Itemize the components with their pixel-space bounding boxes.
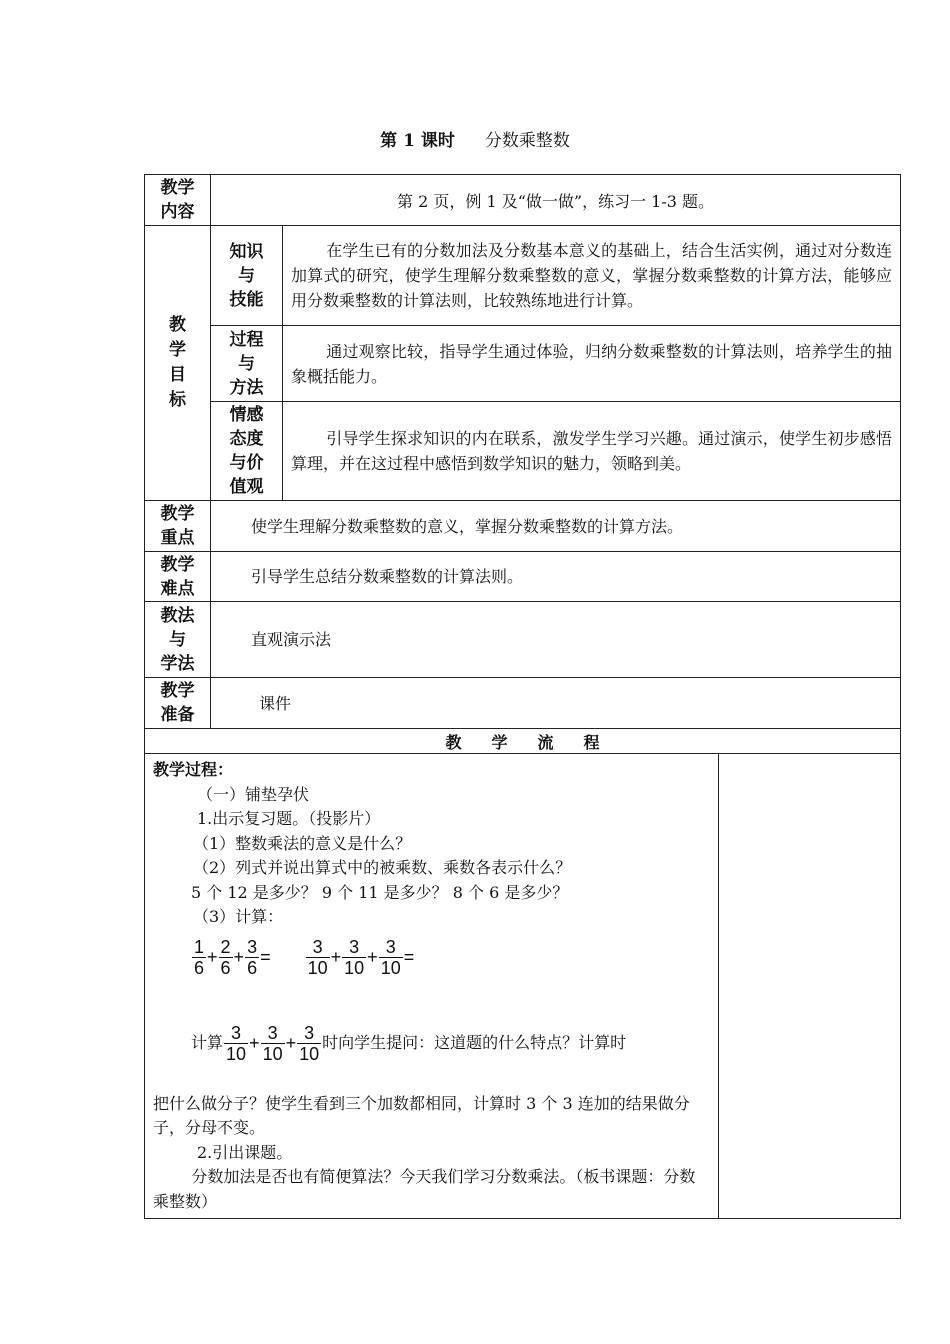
step-heading: （一）铺垫孕伏 [197, 784, 310, 804]
difficulty-label: 教学 难点 [145, 552, 211, 602]
question-2: （2）列式并说出算式中的被乘数、乘数各表示什么？ [193, 858, 572, 877]
fraction: $\frac{3}{10}$ [262, 1023, 283, 1064]
emotion-label: 情感 态度 与价 值观 [211, 402, 283, 501]
preparation-text: 课件 [211, 678, 901, 729]
content-text: 第 2 页，例 1 及“做一做”，练习一 1-3 题。 [211, 175, 901, 226]
preparation-row [145, 678, 901, 729]
fraction: $\frac{2}{6}$ [220, 937, 231, 978]
key-point-text: 使学生理解分数乘整数的意义，掌握分数乘整数的计算方法。 [211, 501, 901, 552]
key-point-row [145, 501, 901, 552]
question-2-items: 5 个 12 是多少？ 9 个 11 是多少？ 8 个 6 是多少？ [191, 882, 569, 902]
flow-header: 教学流程 [145, 729, 901, 754]
flow-notes-cell [719, 754, 901, 1219]
process-row [145, 326, 901, 402]
flow-body-row [145, 754, 901, 1219]
lesson-plan-table [144, 174, 901, 1219]
difficulty-row [145, 552, 901, 602]
process-heading: 教学过程： [153, 760, 234, 779]
lesson-subtitle: 分数乘整数 [484, 131, 570, 151]
knowledge-row [145, 226, 901, 326]
step-intro: 2.引出课题。 [197, 1142, 293, 1162]
knowledge-text: 在学生已有的分数加法及分数基本意义的基础上，结合生活实例，通过对分数连加算式的研究，使学生理解分数乘整数的意义，掌握分数乘整数的计算方法，能够应用分数乘整数的计算法则，比较熟练地进行计算。 [283, 226, 901, 326]
methods-row [145, 602, 901, 678]
fraction: $\frac{3}{10}$ [380, 937, 401, 978]
process-label: 过程 与 方法 [211, 326, 283, 402]
question-3: （3）计算： [193, 907, 284, 926]
fraction: $\frac{3}{6}$ [247, 937, 258, 978]
step-review: 1.出示复习题。（投影片） [197, 809, 381, 828]
emotion-row [145, 402, 901, 501]
methods-text: 直观演示法 [211, 602, 901, 678]
intro-text: 分数加法是否也有简便算法？今天我们学习分数乘法。（板书课题：分数乘整数） [153, 1167, 696, 1211]
emotion-text: 引导学生探求知识的内在联系，激发学生学习兴趣。通过演示，使学生初步感悟算理，并在这过程中感悟到数学知识的魅力，领略到美。 [283, 402, 901, 501]
fraction: $\frac{3}{10}$ [299, 1023, 320, 1064]
flow-process-cell [145, 754, 719, 1219]
methods-label: 教法 与 学法 [145, 602, 211, 678]
preparation-label: 教学 准备 [145, 678, 211, 729]
question-1: （1）整数乘法的意义是什么？ [193, 833, 412, 853]
flow-header-row [145, 729, 901, 754]
content-label: 教学 内容 [145, 175, 211, 226]
page-title [0, 126, 950, 151]
content-row [145, 175, 901, 226]
key-point-label: 教学 重点 [145, 501, 211, 552]
calc-question: 计算 $\frac{3}{10}$ + $\frac{3}{10}$ + $\frac{3}{10}$ 时向学生提问：这道题的什么特点？计算时 [191, 1023, 627, 1064]
difficulty-text: 引导学生总结分数乘整数的计算法则。 [211, 552, 901, 602]
review-expressions: $\frac{1}{6}$ + $\frac{2}{6}$ + $\frac{3}{6}$ = $\frac{3}{10}$ + $\frac{3}{10}$ + $\frac{3}{10}$ = [194, 937, 415, 978]
fraction: $\frac{1}{6}$ [194, 937, 205, 978]
fraction: $\frac{3}{10}$ [226, 1023, 247, 1064]
fraction: $\frac{3}{10}$ [307, 937, 328, 978]
knowledge-label: 知识 与 技能 [211, 226, 283, 326]
process-text: 通过观察比较，指导学生通过体验，归纳分数乘整数的计算法则，培养学生的抽象概括能力。 [283, 326, 901, 402]
calc-explanation: 把什么做分子？使学生看到三个加数都相同，计算时 3 个 3 连加的结果做分子，分母不变。 [153, 1093, 690, 1137]
goals-label: 教 学 目 标 [145, 226, 211, 501]
fraction: $\frac{3}{10}$ [344, 937, 365, 978]
lesson-number: 第 1 课时 [380, 131, 455, 151]
